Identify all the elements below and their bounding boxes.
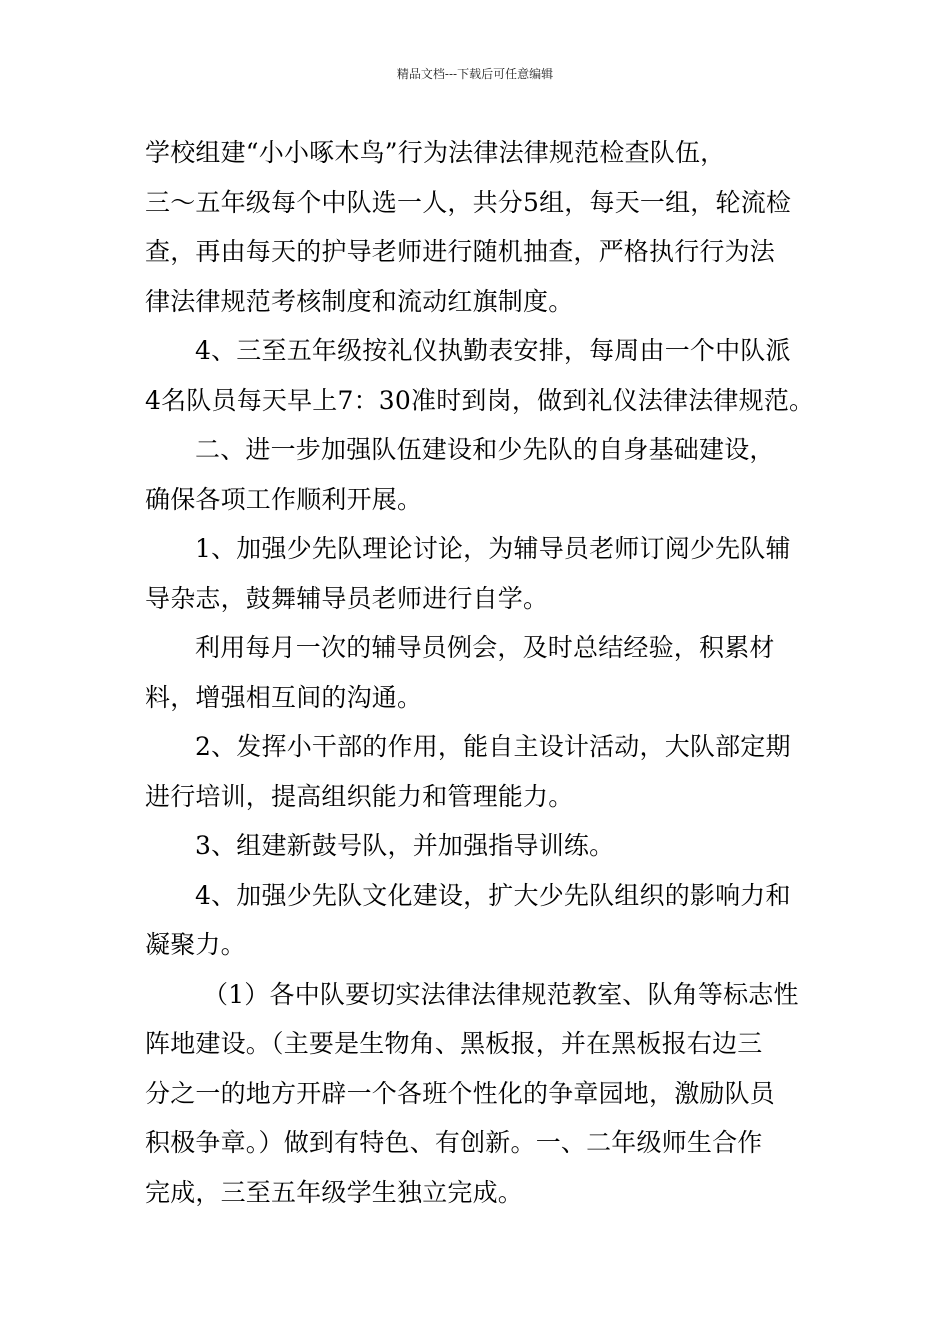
text-line-22: 完成，三至五年级学生独立完成。 xyxy=(145,1177,524,1207)
page-header: 精品文档---下载后可任意编辑 xyxy=(396,67,554,81)
text-line-14: 进行培训，提高组织能力和管理能力。 xyxy=(145,781,574,811)
text-line-13: 2、发挥小干部的作用，能自主设计活动，大队部定期 xyxy=(195,732,791,761)
text-line-8: 确保各项工作顺利开展。 xyxy=(145,484,423,514)
text-line-7: 二、进一步加强队伍建设和少先队的自身基础建设， xyxy=(195,435,775,464)
text-line-17: 凝聚力。 xyxy=(145,930,246,959)
text-line-6: 4名队员每天早上7：30准时到岗，做到礼仪法律法律规范。 xyxy=(145,385,815,415)
text-line-12: 料，增强相互间的沟通。 xyxy=(145,682,423,712)
text-line-15: 3、组建新鼓号队，并加强指导训练。 xyxy=(195,831,615,860)
text-line-10: 导杂志，鼓舞辅导员老师进行自学。 xyxy=(145,583,549,613)
text-line-11: 利用每月一次的辅导员例会，及时总结经验，积累材 xyxy=(195,633,775,662)
text-line-5: 4、三至五年级按礼仪执勤表安排，每周由一个中队派 xyxy=(195,336,791,365)
text-line-3: 查，再由每天的护导老师进行随机抽查，严格执行行为法 xyxy=(145,237,776,266)
text-line-20: 分之一的地方开辟一个各班个性化的争章园地，激励队员 xyxy=(145,1078,776,1108)
text-line-9: 1、加强少先队理论讨论，为辅导员老师订阅少先队辅 xyxy=(195,534,791,563)
text-line-2: 三～五年级每个中队选一人，共分5组，每天一组，轮流检 xyxy=(145,187,792,217)
text-line-4: 律法律规范考核制度和流动红旗制度。 xyxy=(145,286,574,316)
text-line-21: 积极争章。）做到有特色、有创新。一、二年级师生合作 xyxy=(145,1128,763,1157)
document-body xyxy=(145,128,815,1217)
text-line-18: （1）各中队要切实法律法律规范教室、队角等标志性 xyxy=(203,979,799,1009)
text-line-1: 学校组建“小小啄木鸟”行为法律法律规范检查队伍， xyxy=(145,138,726,167)
text-line-16: 4、加强少先队文化建设，扩大少先队组织的影响力和 xyxy=(195,880,791,910)
text-line-19: 阵地建设。（主要是生物角、黑板报，并在黑板报右边三 xyxy=(145,1029,763,1058)
